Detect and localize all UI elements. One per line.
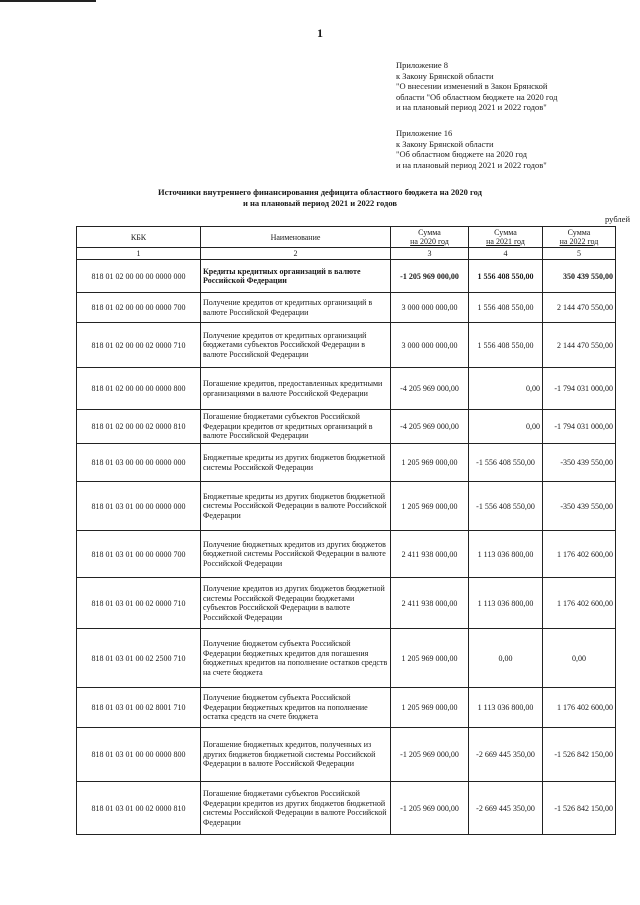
table-row xyxy=(77,728,616,782)
sum-2022-cell: -350 439 550,00 xyxy=(543,482,616,531)
header-sum-year: на 2020 год xyxy=(410,237,449,246)
document-title-line-1: Источники внутреннего финансирования дефицита областного бюджета на 2020 год xyxy=(158,187,482,197)
table-row xyxy=(77,260,616,293)
table-row xyxy=(77,293,616,323)
sum-2021-cell: 1 556 408 550,00 xyxy=(469,260,543,293)
sum-2021-cell: 1 113 036 800,00 xyxy=(469,578,543,629)
kbk-cell: 818 01 03 01 00 00 0000 700 xyxy=(77,531,201,578)
sum-2021-cell: -1 556 408 550,00 xyxy=(469,482,543,531)
kbk-cell: 818 01 03 00 00 00 0000 000 xyxy=(77,444,201,482)
sum-2020-cell: 1 205 969 000,00 xyxy=(391,688,469,728)
table-row xyxy=(77,368,616,410)
sum-2020-cell: 2 411 938 000,00 xyxy=(391,531,469,578)
column-number: 5 xyxy=(543,248,616,260)
sum-2020-cell: 1 205 969 000,00 xyxy=(391,444,469,482)
table-row xyxy=(77,482,616,531)
name-cell: Погашение кредитов, предоставленных кредитными организациями в валюте Российской Федерации xyxy=(201,368,391,410)
sum-2022-cell: -1 526 842 150,00 xyxy=(543,782,616,835)
column-number: 3 xyxy=(391,248,469,260)
sum-2021-cell: -2 669 445 350,00 xyxy=(469,728,543,782)
sum-2021-cell: 1 113 036 800,00 xyxy=(469,688,543,728)
appendix-line: "Об областном бюджете на 2020 год xyxy=(396,149,527,159)
appendix-line: и на плановый период 2021 и 2022 годов" xyxy=(396,102,547,112)
header-kbk: КБК xyxy=(77,227,201,248)
header-sum-label: Сумма xyxy=(494,228,517,237)
table-row xyxy=(77,629,616,688)
sum-2020-cell: 3 000 000 000,00 xyxy=(391,323,469,368)
header-sum-label: Сумма xyxy=(418,228,441,237)
sum-2021-cell: 1 556 408 550,00 xyxy=(469,293,543,323)
table-row xyxy=(77,531,616,578)
kbk-cell: 818 01 02 00 00 00 0000 700 xyxy=(77,293,201,323)
header-sum-2021 xyxy=(469,227,543,248)
document-title-line-2: и на плановый период 2021 и 2022 годов xyxy=(243,198,397,208)
name-cell: Кредиты кредитных организаций в валюте Российской Федерации xyxy=(201,260,391,293)
kbk-cell: 818 01 02 00 00 02 0000 810 xyxy=(77,410,201,444)
header-name: Наименование xyxy=(201,227,391,248)
page-number: 1 xyxy=(317,26,323,40)
header-sum-2022 xyxy=(543,227,616,248)
sum-2021-cell: 1 113 036 800,00 xyxy=(469,531,543,578)
name-cell: Получение бюджетом субъекта Российской Федерации бюджетных кредитов для погашения бюджетных кредитов на пополнение остатков средств на счете бюджета xyxy=(201,629,391,688)
header-sum-year: на 2021 год xyxy=(486,237,525,246)
sum-2022-cell: 0,00 xyxy=(543,629,616,688)
table-header-row xyxy=(77,227,616,248)
appendix-line: Приложение 8 xyxy=(396,60,448,70)
sum-2020-cell: 1 205 969 000,00 xyxy=(391,482,469,531)
sum-2022-cell: 1 176 402 600,00 xyxy=(543,688,616,728)
currency-unit: рублей xyxy=(605,214,630,224)
column-number: 1 xyxy=(77,248,201,260)
column-number: 2 xyxy=(201,248,391,260)
name-cell: Получение кредитов от кредитных организаций в валюте Российской Федерации xyxy=(201,293,391,323)
name-cell: Бюджетные кредиты из других бюджетов бюджетной системы Российской Федерации xyxy=(201,444,391,482)
name-cell: Погашение бюджетами субъектов Российской Федерации кредитов от кредитных организаций в валюте Российской Федерации xyxy=(201,410,391,444)
appendix-line: Приложение 16 xyxy=(396,128,453,138)
sum-2020-cell: -1 205 969 000,00 xyxy=(391,728,469,782)
sum-2020-cell: -1 205 969 000,00 xyxy=(391,260,469,293)
kbk-cell: 818 01 03 01 00 00 0000 800 xyxy=(77,728,201,782)
sum-2020-cell: 1 205 969 000,00 xyxy=(391,629,469,688)
column-number: 4 xyxy=(469,248,543,260)
table-row xyxy=(77,688,616,728)
name-cell: Получение кредитов от кредитных организаций бюджетами субъектов Российской Федерации в валюте Российской Федерации xyxy=(201,323,391,368)
sum-2022-cell: 1 176 402 600,00 xyxy=(543,578,616,629)
table-row xyxy=(77,578,616,629)
sum-2020-cell: 3 000 000 000,00 xyxy=(391,293,469,323)
appendix-16-reference xyxy=(396,128,547,170)
kbk-cell: 818 01 02 00 00 00 0000 000 xyxy=(77,260,201,293)
financing-sources-table xyxy=(76,226,616,835)
name-cell: Погашение бюджетных кредитов, полученных из других бюджетов бюджетной системы Российской Федерации в валюте Российской Федерации xyxy=(201,728,391,782)
table-row xyxy=(77,323,616,368)
appendix-line: области "Об областном бюджете на 2020 год xyxy=(396,91,558,102)
sum-2020-cell: -4 205 969 000,00 xyxy=(391,368,469,410)
header-sum-2020 xyxy=(391,227,469,248)
sum-2022-cell: -1 794 031 000,00 xyxy=(543,368,616,410)
appendix-line: к Закону Брянской области xyxy=(396,70,494,81)
name-cell: Погашение бюджетами субъектов Российской Федерации кредитов из других бюджетов бюджетной системы Российской Федерации в валюте Российской Федерации xyxy=(201,782,391,835)
sum-2021-cell: -2 669 445 350,00 xyxy=(469,782,543,835)
document-title xyxy=(0,187,640,209)
table-row xyxy=(77,782,616,835)
appendix-line: "О внесении изменений в Закон Брянской xyxy=(396,81,548,91)
appendix-8-reference xyxy=(396,60,558,113)
name-cell: Получение кредитов из других бюджетов бюджетной системы Российской Федерации бюджетами субъектов Российской Федерации в валюте Российской Федерации xyxy=(201,578,391,629)
sum-2022-cell: 350 439 550,00 xyxy=(543,260,616,293)
kbk-cell: 818 01 03 01 00 02 0000 810 xyxy=(77,782,201,835)
name-cell: Получение бюджетных кредитов из других бюджетов бюджетной системы Российской Федерации в валюте Российской Федерации xyxy=(201,531,391,578)
sum-2020-cell: 2 411 938 000,00 xyxy=(391,578,469,629)
appendix-line: к Закону Брянской области xyxy=(396,138,494,149)
kbk-cell: 818 01 02 00 00 02 0000 710 xyxy=(77,323,201,368)
sum-2021-cell: 0,00 xyxy=(469,368,543,410)
kbk-cell: 818 01 03 01 00 02 8001 710 xyxy=(77,688,201,728)
sum-2022-cell: 1 176 402 600,00 xyxy=(543,531,616,578)
appendix-line: и на плановый период 2021 и 2022 годов" xyxy=(396,159,547,170)
header-sum-year: на 2022 год xyxy=(559,237,599,246)
sum-2021-cell: 1 556 408 550,00 xyxy=(469,323,543,368)
column-number-row xyxy=(77,248,616,260)
sum-2021-cell: -1 556 408 550,00 xyxy=(469,444,543,482)
kbk-cell: 818 01 02 00 00 00 0000 800 xyxy=(77,368,201,410)
kbk-cell: 818 01 03 01 00 02 2500 710 xyxy=(77,629,201,688)
name-cell: Бюджетные кредиты из других бюджетов бюджетной системы Российской Федерации в валюте Российской Федерации xyxy=(201,482,391,531)
table-row xyxy=(77,444,616,482)
kbk-cell: 818 01 03 01 00 00 0000 000 xyxy=(77,482,201,531)
sum-2022-cell: 2 144 470 550,00 xyxy=(543,293,616,323)
sum-2021-cell: 0,00 xyxy=(469,410,543,444)
top-rule xyxy=(0,0,96,2)
header-sum-label: Сумма xyxy=(567,228,591,237)
sum-2022-cell: 2 144 470 550,00 xyxy=(543,323,616,368)
sum-2021-cell: 0,00 xyxy=(469,629,543,688)
sum-2022-cell: -1 526 842 150,00 xyxy=(543,728,616,782)
kbk-cell: 818 01 03 01 00 02 0000 710 xyxy=(77,578,201,629)
sum-2020-cell: -1 205 969 000,00 xyxy=(391,782,469,835)
sum-2020-cell: -4 205 969 000,00 xyxy=(391,410,469,444)
sum-2022-cell: -350 439 550,00 xyxy=(543,444,616,482)
name-cell: Получение бюджетом субъекта Российской Федерации бюджетных кредитов на пополнение остатка средств на счете бюджета xyxy=(201,688,391,728)
table-row xyxy=(77,410,616,444)
sum-2022-cell: -1 794 031 000,00 xyxy=(543,410,616,444)
